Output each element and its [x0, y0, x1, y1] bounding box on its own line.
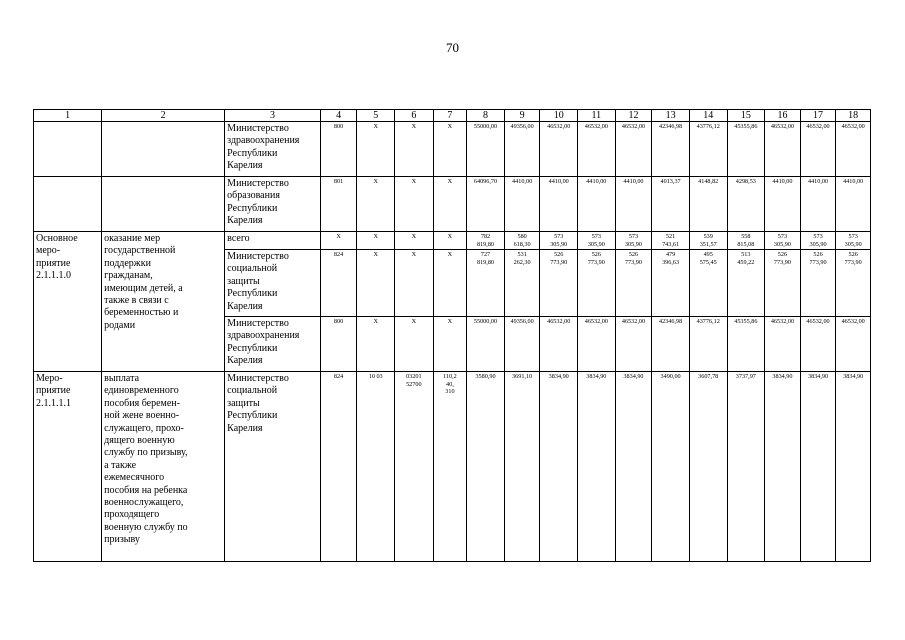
measure-description-cell [102, 122, 225, 177]
value-cell: 4298,53 [727, 177, 765, 232]
value-cell: 55000,00 [467, 317, 505, 372]
value-cell: 573 305,90 [615, 232, 652, 250]
value-cell: 55000,00 [467, 122, 505, 177]
value-cell: 42346,98 [652, 122, 690, 177]
value-cell: 526 773,90 [578, 250, 616, 317]
value-cell: 42346,98 [652, 317, 690, 372]
budget-table [33, 109, 871, 562]
value-cell: X [395, 232, 434, 250]
column-header: 9 [504, 110, 540, 122]
value-cell: 539 351,57 [689, 232, 727, 250]
value-cell: 3834,90 [540, 372, 578, 562]
measure-code-cell [34, 232, 102, 372]
value-cell: 782 819,80 [467, 232, 505, 250]
value-cell: 45355,86 [727, 317, 765, 372]
value-cell: 3834,90 [836, 372, 871, 562]
value-cell: 3737,97 [727, 372, 765, 562]
column-header: 6 [395, 110, 434, 122]
value-cell: 43776,12 [689, 122, 727, 177]
page-number: 70 [446, 40, 459, 55]
measure-description-cell [102, 177, 225, 232]
value-cell: 4410,00 [765, 177, 801, 232]
column-header: 10 [540, 110, 578, 122]
value-cell: 03201 52700 [395, 372, 434, 562]
value-cell: 573 305,90 [836, 232, 871, 250]
column-header: 7 [433, 110, 467, 122]
column-header: 11 [578, 110, 616, 122]
value-cell: 495 575,45 [689, 250, 727, 317]
value-cell: 521 743,61 [652, 232, 690, 250]
value-cell: 4410,00 [800, 177, 836, 232]
table-row [34, 372, 871, 562]
executor-cell [225, 250, 321, 317]
column-header: 14 [689, 110, 727, 122]
value-cell: 800 [320, 122, 357, 177]
value-cell: 46532,00 [615, 122, 652, 177]
value-cell: 49356,00 [504, 317, 540, 372]
executor-cell [225, 372, 321, 562]
value-cell: 43776,12 [689, 317, 727, 372]
value-cell: 3691,10 [504, 372, 540, 562]
value-cell: 573 305,90 [578, 232, 616, 250]
value-cell: 727 819,80 [467, 250, 505, 317]
value-cell: 46532,00 [540, 122, 578, 177]
measure-description-text: выплата единовременного пособия беремен- ной жене военно- служащего, прохо- дящего военную службу по призыву, а также ежемесячного пособия на ребенка военнослужащего, проходящего военную службу по призыву [104, 373, 188, 546]
value-cell: X [357, 250, 395, 317]
column-header: 5 [357, 110, 395, 122]
value-cell: 558 815,08 [727, 232, 765, 250]
column-header: 2 [102, 110, 225, 122]
column-header: 1 [34, 110, 102, 122]
value-cell: 4410,00 [540, 177, 578, 232]
value-cell: 573 305,90 [540, 232, 578, 250]
executor-text: Министерство социальной защиты Республики Карелия [227, 251, 289, 312]
column-header: 17 [800, 110, 836, 122]
column-header: 4 [320, 110, 357, 122]
value-cell: 64096,70 [467, 177, 505, 232]
value-cell: 3834,90 [765, 372, 801, 562]
value-cell: 45355,86 [727, 122, 765, 177]
value-cell: 110,2 40, 310 [433, 372, 467, 562]
value-cell: 4410,00 [836, 177, 871, 232]
value-cell: 513 459,22 [727, 250, 765, 317]
value-cell: 3580,90 [467, 372, 505, 562]
value-cell: 573 305,90 [800, 232, 836, 250]
measure-code-cell [34, 122, 102, 177]
value-cell: X [357, 122, 395, 177]
value-cell: 46532,00 [800, 317, 836, 372]
value-cell: 46532,00 [765, 317, 801, 372]
value-cell: X [433, 122, 467, 177]
value-cell: 46532,00 [540, 317, 578, 372]
value-cell: 526 773,90 [615, 250, 652, 317]
value-cell: X [320, 232, 357, 250]
value-cell: 4013,37 [652, 177, 690, 232]
value-cell: 4148,82 [689, 177, 727, 232]
value-cell: X [433, 250, 467, 317]
value-cell: X [433, 317, 467, 372]
value-cell: 46532,00 [836, 122, 871, 177]
value-cell: 4410,00 [504, 177, 540, 232]
value-cell: 46532,00 [765, 122, 801, 177]
executor-text: всего [227, 233, 250, 244]
value-cell: 824 [320, 250, 357, 317]
value-cell: X [433, 177, 467, 232]
value-cell: 526 773,90 [765, 250, 801, 317]
value-cell: 4410,00 [578, 177, 616, 232]
value-cell: 580 618,30 [504, 232, 540, 250]
value-cell: X [357, 232, 395, 250]
value-cell: X [395, 122, 434, 177]
value-cell: 49356,00 [504, 122, 540, 177]
measure-code-cell [34, 177, 102, 232]
column-header: 15 [727, 110, 765, 122]
table-row [34, 177, 871, 232]
value-cell: X [395, 177, 434, 232]
column-header: 12 [615, 110, 652, 122]
value-cell: 531 262,30 [504, 250, 540, 317]
value-cell: X [357, 177, 395, 232]
column-header: 13 [652, 110, 690, 122]
measure-description-text: оказание мер государственной поддержки гражданам, имеющим детей, а также в связи с беременностью и родами [104, 233, 183, 331]
value-cell: 46532,00 [615, 317, 652, 372]
value-cell: 4410,00 [615, 177, 652, 232]
value-cell: 824 [320, 372, 357, 562]
value-cell: 3834,90 [615, 372, 652, 562]
value-cell: 46532,00 [578, 122, 616, 177]
value-cell: 800 [320, 317, 357, 372]
executor-text: Министерство образования Республики Карелия [227, 178, 289, 227]
value-cell: 10 03 [357, 372, 395, 562]
value-cell: 3490,00 [652, 372, 690, 562]
column-header: 3 [225, 110, 321, 122]
table-row [34, 122, 871, 177]
column-header: 16 [765, 110, 801, 122]
column-header: 18 [836, 110, 871, 122]
value-cell: X [395, 317, 434, 372]
measure-description-cell [102, 232, 225, 372]
table-row [34, 232, 871, 250]
measure-code-cell [34, 372, 102, 562]
value-cell: 46532,00 [800, 122, 836, 177]
value-cell: X [395, 250, 434, 317]
executor-cell [225, 232, 321, 250]
executor-cell [225, 177, 321, 232]
value-cell: 526 773,90 [540, 250, 578, 317]
value-cell: 526 773,90 [836, 250, 871, 317]
value-cell: 801 [320, 177, 357, 232]
executor-cell [225, 317, 321, 372]
value-cell: 46532,00 [836, 317, 871, 372]
value-cell: 3834,90 [578, 372, 616, 562]
executor-text: Министерство социальной защиты Республики Карелия [227, 373, 289, 434]
column-header: 8 [467, 110, 505, 122]
value-cell: 46532,00 [578, 317, 616, 372]
measure-code-text: Меро- приятие 2.1.1.1.1 [36, 373, 71, 409]
value-cell: 3834,90 [800, 372, 836, 562]
value-cell: 3607,78 [689, 372, 727, 562]
value-cell: 526 773,90 [800, 250, 836, 317]
executor-cell [225, 122, 321, 177]
value-cell: 479 396,63 [652, 250, 690, 317]
measure-description-cell [102, 372, 225, 562]
executor-text: Министерство здравоохранения Республики Карелия [227, 123, 300, 172]
value-cell: X [357, 317, 395, 372]
measure-code-text: Основное меро- приятие 2.1.1.1.0 [36, 233, 78, 282]
column-number-row [34, 110, 871, 122]
executor-text: Министерство здравоохранения Республики Карелия [227, 318, 300, 367]
value-cell: X [433, 232, 467, 250]
value-cell: 573 305,90 [765, 232, 801, 250]
